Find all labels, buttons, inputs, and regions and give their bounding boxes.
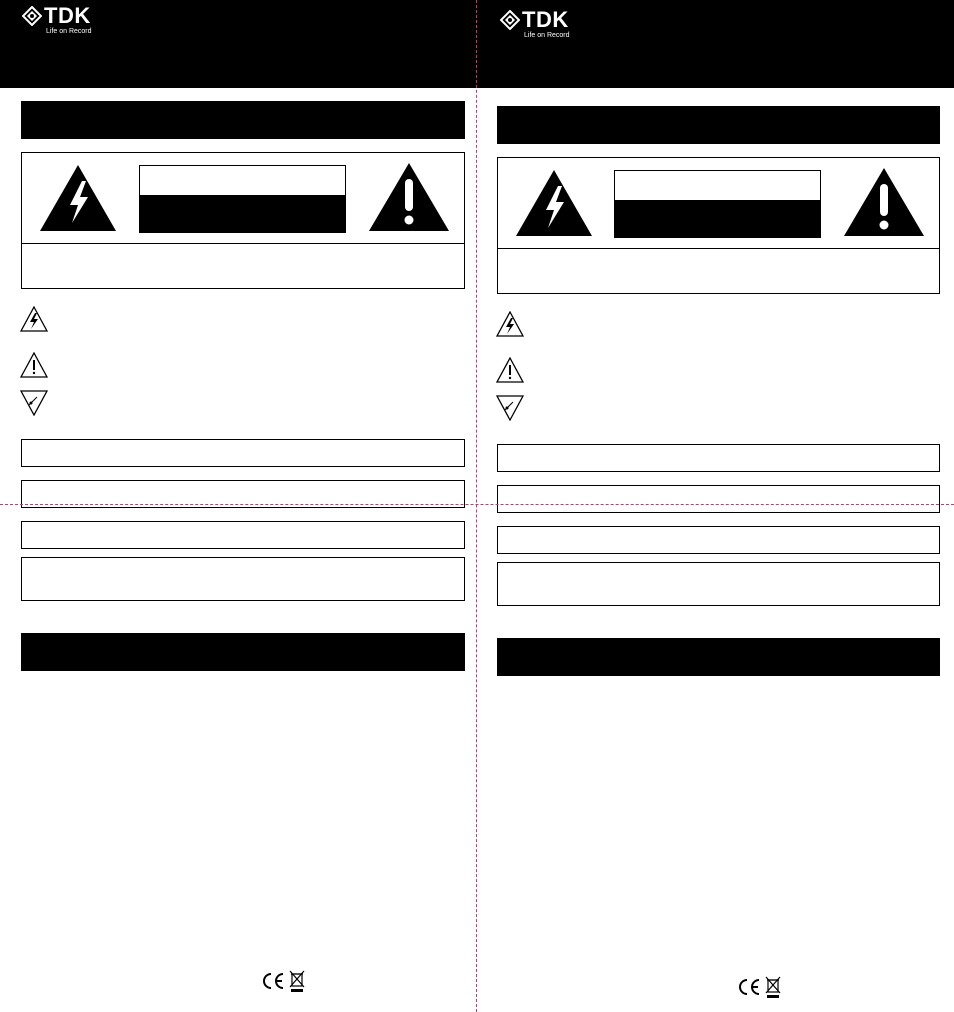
weee-bin-icon: [288, 970, 306, 992]
notice-box-1: [497, 444, 940, 472]
lightning-warning-icon: [38, 163, 118, 233]
exclamation-warning-icon: [496, 357, 524, 383]
exclamation-warning-icon: [367, 161, 451, 233]
logo-tagline: Life on Record: [524, 32, 570, 39]
horizontal-cut-guide: [0, 504, 954, 505]
notice-box-1: [21, 439, 465, 467]
caution-label: [614, 170, 821, 238]
logo-wordmark: TDK: [522, 7, 569, 32]
notice-box-2: [497, 485, 940, 513]
compliance-marks: [260, 970, 306, 992]
notice-box-3: [497, 526, 940, 554]
tdk-logo-icon: [22, 6, 42, 26]
notice-box-4: [21, 557, 465, 601]
caution-label-fill: [140, 195, 345, 232]
caution-box: [497, 157, 940, 294]
caution-label-fill: [615, 200, 820, 237]
tdk-logo: [500, 7, 570, 40]
caution-label: [139, 165, 346, 233]
section-title-bar: [21, 101, 465, 139]
lightning-warning-icon: [496, 311, 524, 337]
weee-bin-icon: [764, 976, 782, 998]
tdk-logo-icon: [500, 10, 520, 30]
caution-divider: [498, 248, 939, 249]
section-title-bar-2: [21, 633, 465, 671]
caution-box: [21, 152, 465, 289]
logo-tagline: Life on Record: [46, 28, 92, 35]
section-title-bar: [497, 106, 940, 144]
compliance-marks: [736, 976, 782, 998]
manual-panel-right: [477, 0, 954, 1012]
header-bar: [477, 0, 954, 88]
logo-wordmark: TDK: [44, 3, 91, 28]
notice-box-3: [21, 521, 465, 549]
laser-warning-icon: [496, 395, 524, 421]
vertical-cut-guide: [476, 0, 477, 1012]
tdk-logo: [22, 3, 92, 36]
exclamation-warning-icon: [20, 352, 48, 378]
laser-warning-icon: [20, 390, 48, 416]
exclamation-warning-icon: [842, 166, 926, 238]
notice-box-4: [497, 562, 940, 606]
ce-mark-icon: [736, 978, 762, 996]
caution-divider: [22, 243, 464, 244]
header-bar: [0, 0, 477, 88]
ce-mark-icon: [260, 972, 286, 990]
lightning-warning-icon: [20, 306, 48, 332]
section-title-bar-2: [497, 638, 940, 676]
lightning-warning-icon: [514, 168, 594, 238]
